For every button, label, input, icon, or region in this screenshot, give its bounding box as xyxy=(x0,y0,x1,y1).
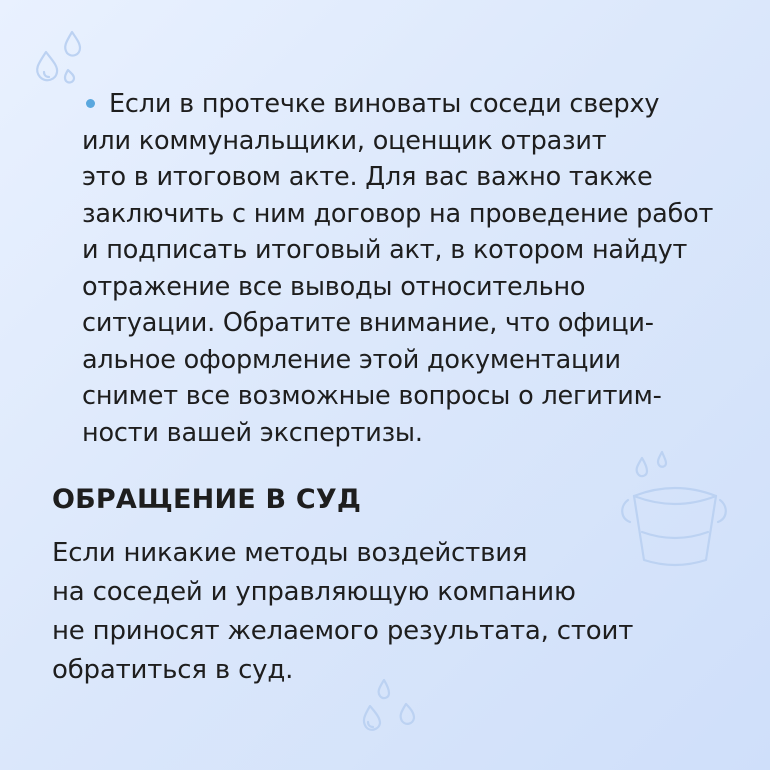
text-line: обратиться в суд. xyxy=(52,655,294,685)
text-line: снимет все возможные вопросы о легитим- xyxy=(82,381,662,411)
text-line: и подписать итоговый акт, в котором найдут xyxy=(82,235,688,265)
text-line: Если в протечке виноваты соседи сверху xyxy=(109,89,660,119)
text-line: на соседей и управляющую компанию xyxy=(52,577,576,607)
section-heading: ОБРАЩЕНИЕ В СУД xyxy=(52,484,362,515)
text-line: это в итоговом акте. Для вас важно также xyxy=(82,162,653,192)
text-line: или коммунальщики, оценщик отразит xyxy=(82,125,607,156)
bullet-dot-icon xyxy=(86,99,95,108)
text-line: отражение все выводы относительно xyxy=(82,271,586,302)
text-line: Если никакие методы воздействия xyxy=(52,538,528,568)
text-line: альное оформление этой документации xyxy=(82,344,621,375)
bullet-text xyxy=(82,86,742,451)
text-line: ситуации. Обратите внимание, что офици- xyxy=(82,308,654,338)
text-line: заключить с ним договор на проведение работ xyxy=(82,198,714,229)
text-line: ности вашей экспертизы. xyxy=(82,417,423,448)
text-line: не приносят желаемого результата, стоит xyxy=(52,616,634,646)
section-paragraph xyxy=(52,534,742,690)
water-drops-icon xyxy=(26,22,96,92)
bullet-paragraph xyxy=(82,86,742,451)
